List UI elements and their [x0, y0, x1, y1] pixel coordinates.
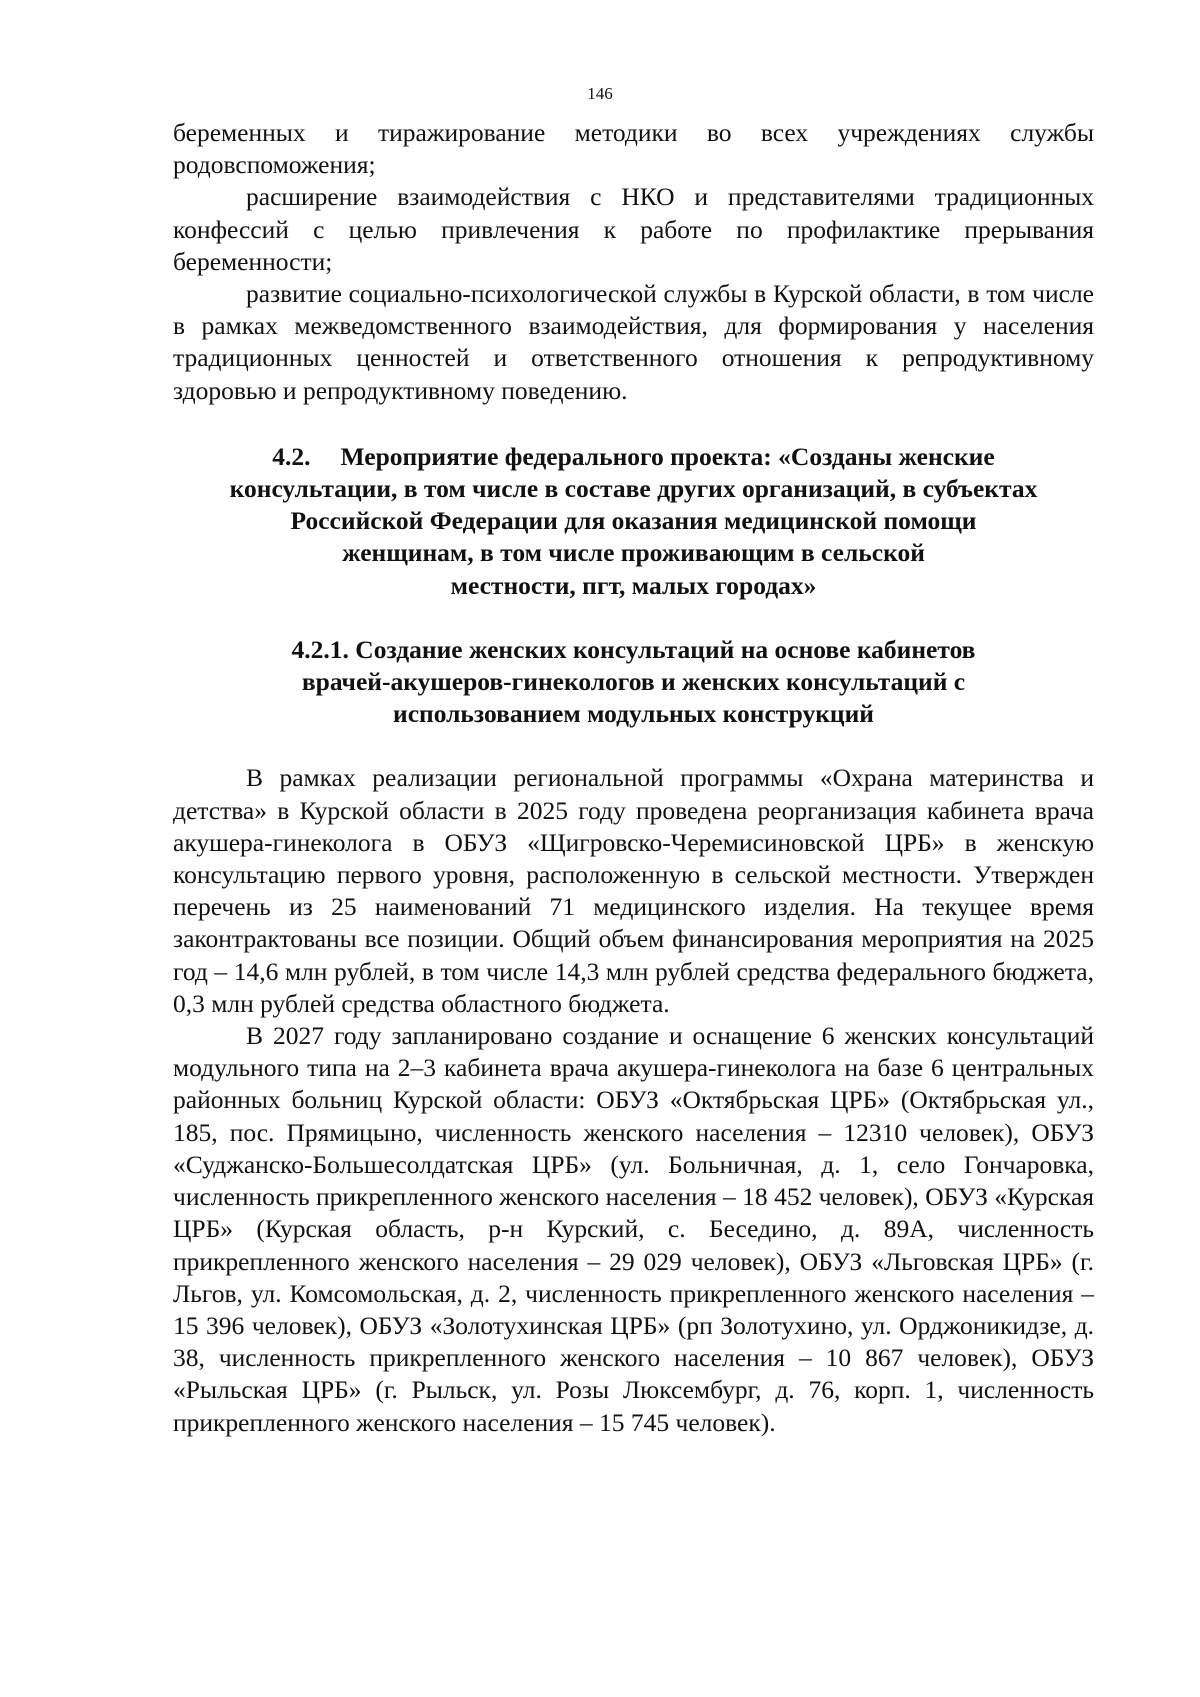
section-heading — [173, 441, 1094, 602]
subsection-heading-line-3: использованием модульных конструкций — [393, 699, 874, 729]
section-heading-line-4: женщинам, в том числе проживающим в сельской — [342, 538, 925, 568]
section-heading-line-3: Российской Федерации для оказания медицинской помощи — [290, 506, 977, 536]
paragraph-social-psych-service: развитие социально-психологической службы в Курской области, в том числе в рамках межведомственного взаимодействия, для формирования у населения традиционных ценностей и ответственного отношения к репродуктивному здоровью и репродуктивному поведению. — [173, 279, 1094, 405]
section-heading-line-2: консультации, в том числе в составе других организаций, в субъектах — [229, 474, 1038, 504]
paragraph-continuation: беременных и тиражирование методики во всех учреждениях службы родовспоможения; — [173, 118, 1094, 180]
page-number: 146 — [587, 84, 613, 103]
section-heading-line-1 — [173, 441, 1094, 473]
document-body — [173, 117, 1094, 1439]
paragraph-plans-2027: В 2027 году запланировано создание и оснащение 6 женских консультаций модульного типа на 2–3 кабинета врача акушера-гинеколога на базе 6 центральных районных больниц Курской области: ОБУЗ «Октябрьская ЦРБ» (Октябрьская ул., 185, пос. Прямицыно, численность женского населения – 12310 человек), ОБУЗ «Суджанско-Большесолдатская ЦРБ» (ул. Больничная, д. 1, село Гончаровка, численность прикрепленного женского населения – 18 452 человек), ОБУЗ «Курская ЦРБ» (Курская область, р-н Курский, с. Беседино, д. 89А, численность прикрепленного женского населения – 29 029 человек), ОБУЗ «Льговская ЦРБ» (г. Льгов, ул. Комсомольская, д. 2, численность прикрепленного женского населения – 15 396 человек), ОБУЗ «Золотухинская ЦРБ» (рп Золотухино, ул. Орджоникидзе, д. 38, численность прикрепленного женского населения – 10 867 человек), ОБУЗ «Рыльская ЦРБ» (г. Рыльск, ул. Розы Люксембург, д. 76, корп. 1, численность прикрепленного женского населения – 15 745 человек). — [173, 1021, 1094, 1437]
section-number: 4.2. — [272, 441, 311, 471]
subsection-heading-line-2: врачей-акушеров-гинекологов и женских консультаций с — [301, 667, 966, 697]
section-heading-line-5: местности, пгт, малых городах» — [450, 570, 817, 600]
subsection-heading — [173, 634, 1094, 731]
section-heading-text-1: Мероприятие федерального проекта: «Созданы женские — [340, 441, 995, 471]
paragraph-nko-cooperation: расширение взаимодействия с НКО и представителями традиционных конфессий с целью привлечения к работе по профилактике прерывания беременности; — [173, 182, 1094, 276]
subsection-heading-line-1: 4.2.1. Создание женских консультаций на основе кабинетов — [291, 634, 976, 664]
paragraph-reorganization-2025: В рамках реализации региональной программы «Охрана материнства и детства» в Курской области в 2025 году проведена реорганизация кабинета врача акушера-гинеколога в ОБУЗ «Щигровско-Черемисиновской ЦРБ» в женскую консультацию первого уровня, расположенную в сельской местности. Утвержден перечень из 25 наименований 71 медицинского изделия. На текущее время законтрактованы все позиции. Общий объем финансирования мероприятия на 2025 год – 14,6 млн рублей, в том числе 14,3 млн рублей средства федерального бюджета, 0,3 млн рублей средства областного бюджета. — [173, 763, 1094, 1018]
